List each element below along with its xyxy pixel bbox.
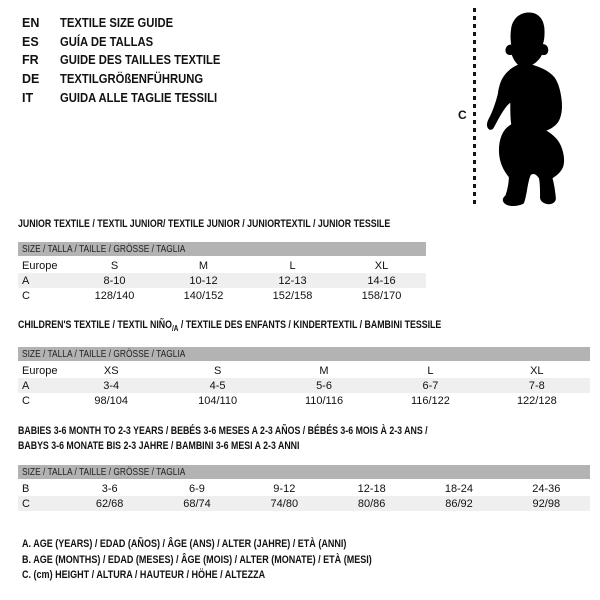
size-cell: 98/104 [94,394,129,407]
size-cell: 3-6 [101,482,118,495]
table-title-line2: BABYS 3-6 MONATE BIS 2-3 JAHRE / BAMBINI 3-6 MESI A 2-3 ANNI [18,440,300,452]
size-cell: L [289,259,296,272]
size-header-bar: SIZE / TALLA / TAILLE / GRÖSSE / TAGLIA [18,347,590,361]
size-cell: 116/122 [410,394,450,407]
table-row [18,393,590,408]
table-row [18,288,426,303]
lang-code: EN [22,16,40,31]
table-row [18,378,590,393]
size-header-bar: SIZE / TALLA / TAILLE / GRÖSSE / TAGLIA [18,465,590,479]
toddler-silhouette-image [481,7,577,209]
size-cell: 158/170 [361,289,402,302]
table-row [18,258,426,273]
size-cell: M [319,364,329,377]
size-cell: 140/152 [183,289,224,302]
legend-line-a: A. AGE (YEARS) / EDAD (AÑOS) / ÂGE (ANS) / ALTER (JAHRE) / ETÀ (ANNI) [22,538,347,550]
size-cell: 7-8 [528,379,545,392]
size-cell: 14-16 [367,274,396,287]
size-cell: 10-12 [189,274,218,287]
table-title: JUNIOR TEXTILE / TEXTIL JUNIOR/ TEXTILE JUNIOR / JUNIORTEXTIL / JUNIOR TESSILE [18,218,391,230]
lang-title: GUÍA DE TALLAS [60,34,154,49]
babies-size-table [18,424,590,511]
lang-row-fr [22,51,238,70]
size-cell: 86/92 [445,497,473,510]
lang-code: DE [22,72,40,87]
lang-row-it [22,88,238,107]
row-label: C [22,497,30,510]
row-label: C [22,289,30,302]
row-label: C [22,394,30,407]
size-cell: 152/158 [272,289,313,302]
size-cell: 18-24 [444,482,474,495]
size-cell: 6-7 [422,379,439,392]
size-cell: S [213,364,222,377]
measure-legend [22,537,449,584]
size-cell: 74/80 [270,497,299,510]
lang-code: FR [22,53,39,68]
table-title: CHILDREN'S TEXTILE / TEXTIL $NIÑO_{/A}$ / TEXTILE DES ENFANTS / KINDERTEXTIL / BAMBINI TESSILE [18,319,442,334]
size-cell: 6-9 [189,482,205,495]
size-cell: 8-10 [103,274,126,287]
size-cell: 24-36 [532,482,561,495]
size-cell: 5-6 [316,379,332,392]
legend-line-c: C. (cm) HEIGHT / ALTURA / HAUTEUR / HÖHE / ALTEZZA [22,569,266,581]
size-cell: 12-13 [278,274,307,287]
size-cell: 92/98 [532,497,561,510]
subscript-a: /A [171,324,179,334]
size-cell: 104/110 [198,394,238,407]
size-cell: M [198,259,209,272]
row-label: A [22,379,30,392]
lang-title: GUIDA ALLE TAGLIE TESSILI [60,90,218,105]
size-cell: 9-12 [273,482,296,495]
children-size-table [18,319,590,408]
language-header [22,14,238,107]
table-row [18,481,590,496]
lang-row-es [22,33,238,52]
lang-row-de [22,70,238,89]
size-cell: 4-5 [209,379,226,392]
height-measure-label: C [458,108,467,122]
size-cell: S [110,259,119,272]
table-row [18,496,590,511]
size-cell: 110/116 [304,394,344,407]
height-dashed-line [473,8,476,206]
table-title-line1: BABIES 3-6 MONTH TO 2-3 YEARS / BEBÉS 3-6 MESES A 2-3 AÑOS / BÉBÉS 3-6 MOIS À 2-3 ANS / [18,425,428,437]
size-cell: XS [103,364,119,377]
size-cell: 68/74 [183,497,211,510]
size-cell: 80/86 [357,497,386,510]
row-label: Europe [22,259,58,272]
lang-title: TEXTILE SIZE GUIDE [60,16,174,31]
legend-line-b: B. AGE (MONTHS) / EDAD (MESES) / ÂGE (MOIS) / ALTER (MONATE) / ETÀ (MESI) [22,553,372,566]
size-cell: 128/140 [94,289,135,302]
size-cell: 12-18 [357,482,386,495]
lang-title: TEXTILGRÖßENFÜHRUNG [60,72,204,87]
lang-code: IT [22,90,34,105]
table-row [18,363,590,378]
table-row [18,273,426,288]
lang-title: GUIDE DES TAILLES TEXTILE [60,53,221,68]
size-cell: XL [530,364,544,377]
row-label: Europe [22,364,58,377]
size-header-bar: SIZE / TALLA / TAILLE / GRÖSSE / TAGLIA [18,242,426,256]
junior-size-table [18,218,426,303]
size-cell: 62/68 [95,497,124,510]
size-cell: 3-4 [103,379,120,392]
lang-row-en [22,14,238,33]
row-label: B [22,482,30,495]
row-label: A [22,274,30,287]
size-cell: L [427,364,434,377]
size-cell: XL [374,259,389,272]
size-cell: 122/128 [516,394,557,407]
lang-code: ES [22,34,39,49]
